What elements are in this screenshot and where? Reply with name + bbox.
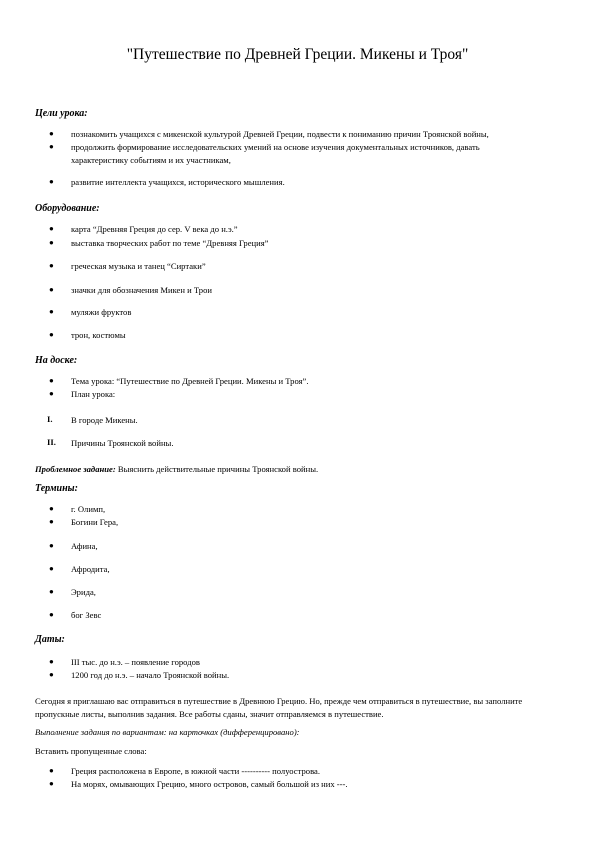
bullet-icon: ● bbox=[49, 285, 54, 294]
problem-task bbox=[35, 463, 560, 476]
board-item: План урока: bbox=[71, 389, 116, 399]
plan-number: II. bbox=[47, 437, 56, 447]
tasks-note: Выполнение задания по вариантам: на карточках (дифференцировано): bbox=[35, 727, 300, 737]
terms-heading: Термины: bbox=[35, 483, 78, 494]
equipment-item: муляжи фруктов bbox=[71, 307, 132, 317]
bullet-icon: ● bbox=[49, 587, 54, 596]
terms-item: Эрида, bbox=[71, 587, 96, 597]
equipment-item: карта “Древняя Греция до сер. V века до н.э.” bbox=[71, 224, 238, 234]
terms-item: Афродита, bbox=[71, 564, 110, 574]
plan-item: Причины Троянской войны. bbox=[71, 438, 174, 448]
terms-item: Афина, bbox=[71, 541, 98, 551]
goals-item-continuation: характеристику событиям и их участникам, bbox=[71, 155, 231, 165]
bullet-icon: ● bbox=[49, 610, 54, 619]
fill-in-label: Вставить пропущенные слова: bbox=[35, 746, 147, 756]
dates-item: 1200 год до н.э. – начало Троянской войны. bbox=[71, 670, 230, 680]
problem-label: Проблемное задание: bbox=[35, 464, 116, 474]
equipment-item: значки для обозначения Микен и Трои bbox=[71, 285, 212, 295]
bullet-icon: ● bbox=[49, 541, 54, 550]
equipment-heading: Оборудование: bbox=[35, 203, 100, 214]
bullet-icon: ● bbox=[49, 330, 54, 339]
bullet-icon: ● bbox=[49, 261, 54, 270]
goals-item: развитие интеллекта учащихся, исторического мышления. bbox=[71, 177, 285, 187]
bullet-icon: ● bbox=[49, 564, 54, 573]
bullet-icon: ● bbox=[49, 657, 54, 666]
problem-text: Выяснить действительные причины Троянской войны. bbox=[115, 464, 319, 474]
equipment-item: трон, костюмы bbox=[71, 330, 126, 340]
bullet-icon: ● bbox=[49, 779, 54, 788]
bullet-icon: ● bbox=[49, 307, 54, 316]
dates-item: III тыс. до н.э. – появление городов bbox=[71, 657, 200, 667]
plan-item: В городе Микены. bbox=[71, 415, 138, 425]
bullet-icon: ● bbox=[49, 376, 54, 385]
bullet-icon: ● bbox=[49, 766, 54, 775]
goals-item: продолжить формирование исследовательских умений на основе изучения документальных источников, давать bbox=[71, 142, 480, 152]
board-heading: На доске: bbox=[35, 355, 78, 366]
terms-item: Богини Гера, bbox=[71, 517, 119, 527]
fill-in-item: Греция расположена в Европе, в южной части ---------- полуострова. bbox=[71, 766, 320, 776]
dates-heading: Даты: bbox=[35, 634, 65, 645]
bullet-icon: ● bbox=[49, 129, 54, 138]
bullet-icon: ● bbox=[49, 142, 54, 151]
bullet-icon: ● bbox=[49, 238, 54, 247]
bullet-icon: ● bbox=[49, 224, 54, 233]
bullet-icon: ● bbox=[49, 177, 54, 186]
goals-item: познакомить учащихся с микенской культурой Древней Греции, подвести к пониманию причин Троянской войны, bbox=[71, 129, 489, 139]
terms-item: г. Олимп, bbox=[71, 504, 106, 514]
board-item: Тема урока: “Путешествие по Древней Греции. Микены и Троя”. bbox=[71, 376, 309, 386]
intro-paragraph: Сегодня я приглашаю вас отправиться в путешествие в Древнюю Грецию. Но, прежде чем отправиться в путешествие, вы заполните пропускные листы, выполнив задания. Все работы сданы, значит отправляемся в путешествие. bbox=[35, 696, 523, 719]
bullet-icon: ● bbox=[49, 504, 54, 513]
bullet-icon: ● bbox=[49, 389, 54, 398]
plan-number: I. bbox=[47, 414, 53, 424]
bullet-icon: ● bbox=[49, 670, 54, 679]
document-title: "Путешествие по Древней Греции. Микены и Троя" bbox=[126, 46, 469, 63]
bullet-icon: ● bbox=[49, 517, 54, 526]
equipment-item: греческая музыка и танец “Сиртаки” bbox=[71, 261, 206, 271]
equipment-item: выставка творческих работ по теме “Древняя Греция” bbox=[71, 238, 269, 248]
fill-in-item: На морях, омывающих Грецию, много островов, самый большой из них ---. bbox=[71, 779, 348, 789]
terms-item: бог Зевс bbox=[71, 610, 102, 620]
goals-heading: Цели урока: bbox=[35, 108, 88, 119]
